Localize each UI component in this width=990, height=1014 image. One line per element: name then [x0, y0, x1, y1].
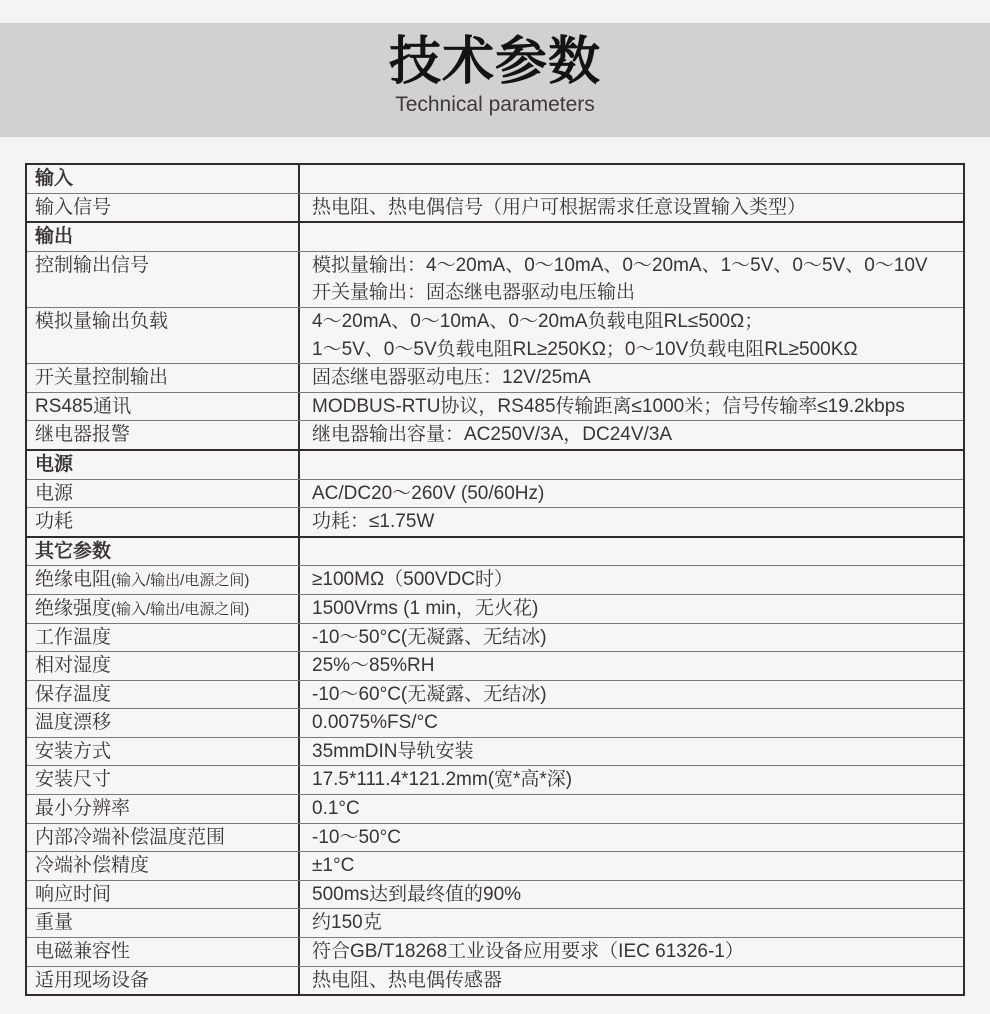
param-value-line: 热电阻、热电偶信号（用户可根据需求任意设置输入类型） [312, 196, 807, 218]
param-label [27, 252, 300, 307]
param-label-text: 其它参数 [35, 540, 112, 562]
table-row [27, 823, 963, 852]
table-row [27, 594, 963, 623]
param-label [27, 566, 300, 594]
param-label-text: 电磁兼容性 [35, 941, 131, 963]
table-row [27, 363, 963, 392]
table-row [27, 880, 963, 909]
param-label [27, 738, 300, 766]
section-row [27, 165, 963, 193]
param-value [300, 738, 963, 766]
param-value-line: 符合GB/T18268工业设备应用要求（IEC 61326-1） [312, 941, 744, 963]
table-row [27, 851, 963, 880]
param-value [300, 252, 963, 307]
param-label-text: 绝缘电阻 [35, 569, 112, 591]
table-row [27, 420, 963, 449]
param-label [27, 538, 300, 566]
param-label-text: 继电器报警 [35, 424, 131, 446]
param-label [27, 364, 300, 392]
param-label [27, 308, 300, 363]
param-value-line: 固态继电器驱动电压：12V/25mA [312, 367, 591, 389]
param-label-text: 输入信号 [35, 196, 112, 218]
param-label [27, 480, 300, 508]
param-value [300, 595, 963, 623]
param-label [27, 393, 300, 421]
param-value-line: 开关量输出：固态继电器驱动电压输出 [312, 282, 636, 304]
param-value [300, 881, 963, 909]
param-value-line: 500ms达到最终值的90% [312, 883, 522, 905]
param-value [300, 194, 963, 222]
param-label [27, 881, 300, 909]
table-row [27, 794, 963, 823]
param-value-line: ≥100MΩ（500VDC时） [312, 569, 513, 591]
param-value-line: -10～50°C(无凝露、无结冰) [312, 626, 547, 648]
table-row [27, 623, 963, 652]
param-label-text: 安装尺寸 [35, 769, 112, 791]
param-value [300, 624, 963, 652]
param-label [27, 938, 300, 966]
table-row [27, 251, 963, 307]
section-row [27, 536, 963, 566]
param-value-line: 热电阻、热电偶传感器 [312, 969, 503, 991]
header-band [0, 23, 990, 137]
param-value [300, 824, 963, 852]
param-label [27, 681, 300, 709]
param-value-line: 1500Vrms (1 min，无火花) [312, 597, 539, 619]
table-row [27, 307, 963, 363]
param-label-text: 输出 [35, 226, 74, 248]
page-title: 技术参数 [388, 33, 601, 91]
param-label-text: 控制输出信号 [35, 254, 150, 276]
param-label-text: 内部冷端补偿温度范围 [35, 826, 226, 848]
section-row [27, 221, 963, 251]
param-value-line: -10～60°C(无凝露、无结冰) [312, 683, 547, 705]
param-value [300, 766, 963, 794]
table-row [27, 193, 963, 222]
param-value [300, 508, 963, 536]
param-label [27, 852, 300, 880]
param-label [27, 194, 300, 222]
param-label [27, 766, 300, 794]
param-value-line: 17.5*111.4*121.2mm(宽*高*深) [312, 769, 573, 791]
param-label [27, 624, 300, 652]
param-value [300, 652, 963, 680]
param-label-text: 电源 [35, 453, 74, 475]
param-value [300, 451, 963, 479]
param-label [27, 508, 300, 536]
param-value-line: 4～20mA、0～10mA、0～20mA负载电阻RL≤500Ω； [312, 310, 764, 332]
param-value-line: 0.0075%FS/°C [312, 712, 438, 734]
param-label [27, 652, 300, 680]
param-value [300, 566, 963, 594]
spec-table [25, 163, 965, 996]
param-label [27, 709, 300, 737]
param-value [300, 709, 963, 737]
param-label-text: 最小分辨率 [35, 798, 131, 820]
param-value [300, 393, 963, 421]
param-label-text: 保存温度 [35, 683, 112, 705]
param-label [27, 795, 300, 823]
table-row [27, 737, 963, 766]
param-value-line: -10～50°C [312, 826, 401, 848]
param-label-note: (输入/输出/电源之间) [111, 600, 250, 618]
param-label-text: 温度漂移 [35, 712, 112, 734]
param-label [27, 223, 300, 251]
param-label-text: 重量 [35, 912, 74, 934]
table-row [27, 565, 963, 594]
param-label-text: 相对湿度 [35, 655, 112, 677]
param-label [27, 595, 300, 623]
table-row [27, 708, 963, 737]
param-label [27, 909, 300, 937]
section-row [27, 449, 963, 479]
param-label [27, 451, 300, 479]
param-value-line: MODBUS-RTU协议，RS485传输距离≤1000米；信号传输率≤19.2kbps [312, 395, 905, 417]
param-value-line: 约150克 [312, 912, 382, 934]
param-label [27, 421, 300, 449]
param-value [300, 480, 963, 508]
param-label-text: 工作温度 [35, 626, 112, 648]
param-label [27, 967, 300, 995]
param-label-text: RS485通讯 [35, 395, 132, 417]
param-label-text: 输入 [35, 168, 74, 189]
param-value [300, 795, 963, 823]
param-value-line: 功耗：≤1.75W [312, 511, 435, 533]
table-row [27, 479, 963, 508]
table-row [27, 651, 963, 680]
table-row [27, 765, 963, 794]
table-row [27, 392, 963, 421]
param-value [300, 909, 963, 937]
table-row [27, 507, 963, 536]
param-value [300, 364, 963, 392]
param-label-text: 绝缘强度 [35, 597, 112, 619]
param-value-line: ±1°C [312, 855, 355, 877]
param-value-line: 0.1°C [312, 798, 360, 820]
param-value-line: 继电器输出容量：AC250V/3A，DC24V/3A [312, 424, 673, 446]
param-value [300, 308, 963, 363]
param-value-line: 35mmDIN导轨安装 [312, 740, 474, 762]
param-value-line: 25%～85%RH [312, 655, 435, 677]
table-row [27, 937, 963, 966]
param-value-line: 1～5V、0～5V负载电阻RL≥250KΩ；0～10V负载电阻RL≥500KΩ [312, 338, 858, 360]
param-label-text: 安装方式 [35, 740, 112, 762]
table-row [27, 908, 963, 937]
param-label-text: 开关量控制输出 [35, 367, 169, 389]
param-label-text: 适用现场设备 [35, 969, 150, 991]
param-value [300, 852, 963, 880]
param-label-text: 模拟量输出负载 [35, 310, 169, 332]
param-label-text: 响应时间 [35, 883, 112, 905]
param-value-line: AC/DC20～260V (50/60Hz) [312, 482, 545, 504]
param-value [300, 421, 963, 449]
param-value [300, 165, 963, 193]
param-label [27, 824, 300, 852]
param-value [300, 681, 963, 709]
param-value-line: 模拟量输出：4～20mA、0～10mA、0～20mA、1～5V、0～5V、0～10V [312, 254, 928, 276]
param-value [300, 538, 963, 566]
param-value [300, 938, 963, 966]
param-label [27, 165, 300, 193]
page-subtitle: Technical parameters [395, 93, 595, 116]
param-value [300, 967, 963, 995]
table-row [27, 680, 963, 709]
param-label-text: 电源 [35, 482, 74, 504]
param-label-note: (输入/输出/电源之间) [111, 572, 250, 590]
param-value [300, 223, 963, 251]
table-row [27, 966, 963, 995]
param-label-text: 功耗 [35, 511, 74, 533]
param-label-text: 冷端补偿精度 [35, 855, 150, 877]
